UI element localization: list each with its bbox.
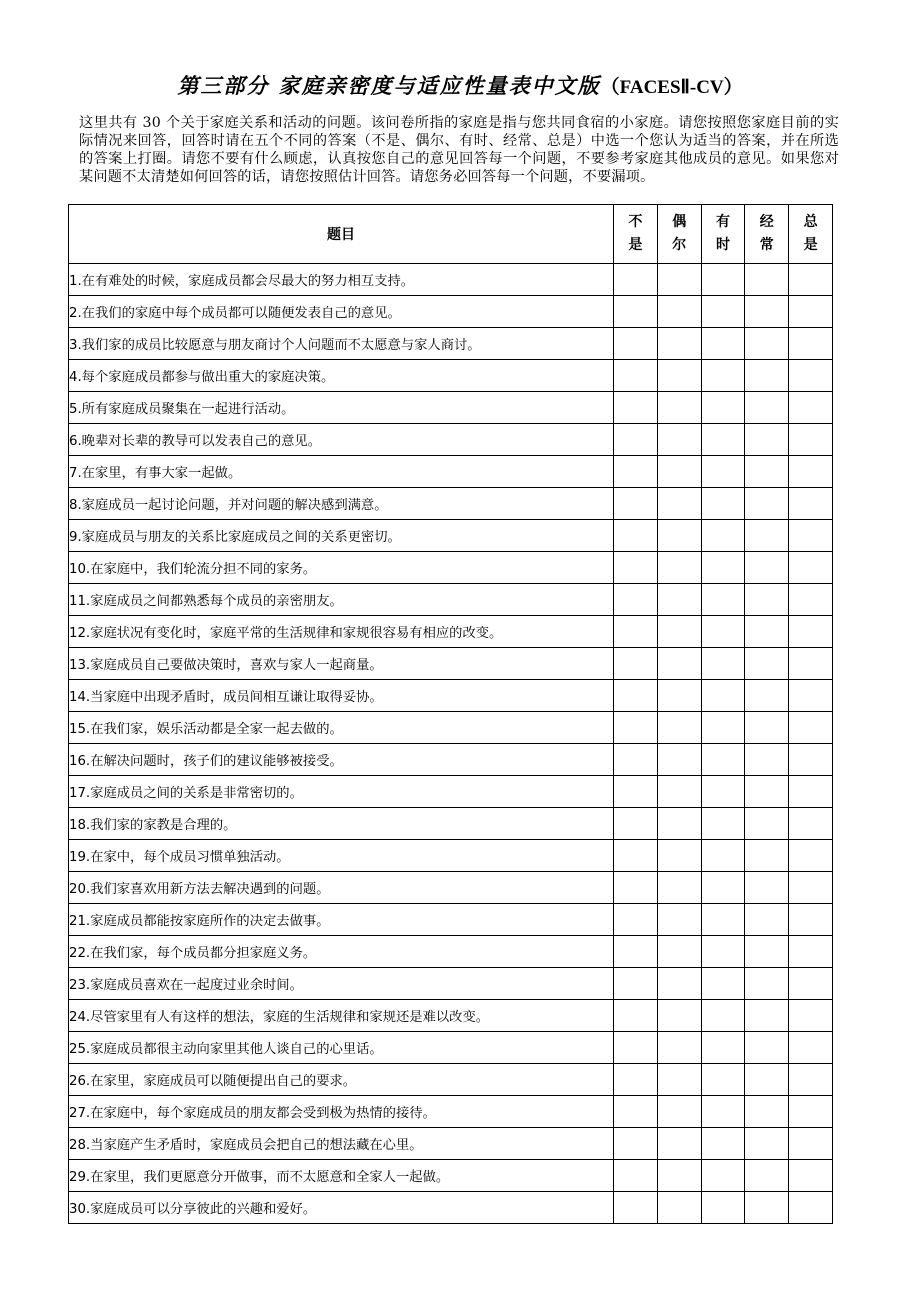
answer-cell-often[interactable]	[745, 904, 789, 936]
answer-cell-never[interactable]	[614, 1032, 658, 1064]
answer-cell-occasionally[interactable]	[657, 392, 701, 424]
table-row	[69, 584, 833, 616]
answer-cell-sometimes[interactable]	[701, 1160, 745, 1192]
answer-cell-sometimes[interactable]	[701, 584, 745, 616]
answer-cell-sometimes[interactable]	[701, 328, 745, 360]
answer-cell-sometimes[interactable]	[701, 456, 745, 488]
answer-cell-sometimes[interactable]	[701, 1192, 745, 1224]
answer-cell-always[interactable]	[789, 872, 833, 904]
answer-cell-never[interactable]	[614, 776, 658, 808]
answer-cell-always[interactable]	[789, 424, 833, 456]
answer-cell-occasionally[interactable]	[657, 296, 701, 328]
option-header-occasionally	[657, 205, 701, 264]
table-row	[69, 904, 833, 936]
title-abbreviation: （FACESⅡ-CV）	[600, 77, 743, 98]
answer-cell-occasionally[interactable]	[657, 648, 701, 680]
answer-cell-never[interactable]	[614, 648, 658, 680]
question-text: 26.在家里，家庭成员可以随便提出自己的要求。	[69, 1064, 614, 1096]
answer-cell-often[interactable]	[745, 1192, 789, 1224]
option-header-char: 不	[628, 214, 643, 230]
answer-cell-always[interactable]	[789, 392, 833, 424]
question-text: 16.在解决问题时，孩子们的建议能够被接受。	[69, 744, 614, 776]
answer-cell-occasionally[interactable]	[657, 1032, 701, 1064]
answer-cell-never[interactable]	[614, 904, 658, 936]
option-header-char: 有	[715, 214, 730, 230]
table-row	[69, 456, 833, 488]
answer-cell-always[interactable]	[789, 648, 833, 680]
answer-cell-often[interactable]	[745, 264, 789, 296]
answer-cell-sometimes[interactable]	[701, 712, 745, 744]
answer-cell-never[interactable]	[614, 360, 658, 392]
answer-cell-often[interactable]	[745, 360, 789, 392]
answer-cell-never[interactable]	[614, 1000, 658, 1032]
answer-cell-always[interactable]	[789, 808, 833, 840]
answer-cell-often[interactable]	[745, 1032, 789, 1064]
question-column-header: 题目	[69, 205, 614, 264]
answer-cell-occasionally[interactable]	[657, 840, 701, 872]
answer-cell-sometimes[interactable]	[701, 392, 745, 424]
question-rows	[69, 264, 833, 1224]
answer-cell-never[interactable]	[614, 712, 658, 744]
answer-cell-occasionally[interactable]	[657, 552, 701, 584]
answer-cell-never[interactable]	[614, 264, 658, 296]
question-text: 8.家庭成员一起讨论问题，并对问题的解决感到满意。	[69, 488, 614, 520]
answer-cell-always[interactable]	[789, 840, 833, 872]
title-chinese: 第三部分 家庭亲密度与适应性量表中文版	[177, 73, 601, 98]
answer-cell-never[interactable]	[614, 520, 658, 552]
option-header-always	[789, 205, 833, 264]
answer-cell-occasionally[interactable]	[657, 616, 701, 648]
answer-cell-occasionally[interactable]	[657, 1128, 701, 1160]
answer-cell-sometimes[interactable]	[701, 360, 745, 392]
answer-cell-often[interactable]	[745, 552, 789, 584]
table-row	[69, 1064, 833, 1096]
answer-cell-often[interactable]	[745, 680, 789, 712]
question-text: 20.我们家喜欢用新方法去解决遇到的问题。	[69, 872, 614, 904]
answer-cell-often[interactable]	[745, 1096, 789, 1128]
answer-cell-sometimes[interactable]	[701, 648, 745, 680]
answer-cell-occasionally[interactable]	[657, 456, 701, 488]
option-header-char: 总	[803, 214, 818, 230]
answer-cell-occasionally[interactable]	[657, 936, 701, 968]
answer-cell-never[interactable]	[614, 552, 658, 584]
table-row	[69, 552, 833, 584]
question-text: 17.家庭成员之间的关系是非常密切的。	[69, 776, 614, 808]
answer-cell-sometimes[interactable]	[701, 776, 745, 808]
answer-cell-often[interactable]	[745, 776, 789, 808]
answer-cell-occasionally[interactable]	[657, 1192, 701, 1224]
table-row	[69, 936, 833, 968]
option-header-sometimes	[701, 205, 745, 264]
answer-cell-always[interactable]	[789, 1128, 833, 1160]
answer-cell-often[interactable]	[745, 584, 789, 616]
response-table	[68, 204, 833, 1224]
answer-cell-never[interactable]	[614, 872, 658, 904]
answer-cell-occasionally[interactable]	[657, 1064, 701, 1096]
answer-cell-sometimes[interactable]	[701, 904, 745, 936]
table-row	[69, 712, 833, 744]
option-header-char: 是	[803, 237, 818, 253]
answer-cell-always[interactable]	[789, 904, 833, 936]
answer-cell-sometimes[interactable]	[701, 968, 745, 1000]
answer-cell-never[interactable]	[614, 392, 658, 424]
answer-cell-sometimes[interactable]	[701, 520, 745, 552]
option-header-char: 经	[759, 214, 774, 230]
answer-cell-always[interactable]	[789, 936, 833, 968]
answer-cell-occasionally[interactable]	[657, 744, 701, 776]
answer-cell-never[interactable]	[614, 1064, 658, 1096]
answer-cell-always[interactable]	[789, 776, 833, 808]
answer-cell-always[interactable]	[789, 520, 833, 552]
answer-cell-occasionally[interactable]	[657, 1096, 701, 1128]
question-text: 9.家庭成员与朋友的关系比家庭成员之间的关系更密切。	[69, 520, 614, 552]
answer-cell-never[interactable]	[614, 328, 658, 360]
answer-cell-often[interactable]	[745, 296, 789, 328]
answer-cell-always[interactable]	[789, 616, 833, 648]
answer-cell-often[interactable]	[745, 808, 789, 840]
answer-cell-never[interactable]	[614, 456, 658, 488]
option-header-char: 时	[715, 237, 730, 253]
answer-cell-never[interactable]	[614, 584, 658, 616]
table-row	[69, 1128, 833, 1160]
table-row	[69, 488, 833, 520]
answer-cell-never[interactable]	[614, 680, 658, 712]
answer-cell-often[interactable]	[745, 1064, 789, 1096]
table-row	[69, 968, 833, 1000]
answer-cell-always[interactable]	[789, 744, 833, 776]
answer-cell-always[interactable]	[789, 264, 833, 296]
answer-cell-never[interactable]	[614, 1128, 658, 1160]
answer-cell-never[interactable]	[614, 1160, 658, 1192]
table-row	[69, 648, 833, 680]
answer-cell-sometimes[interactable]	[701, 296, 745, 328]
answer-cell-sometimes[interactable]	[701, 264, 745, 296]
question-text: 22.在我们家，每个成员都分担家庭义务。	[69, 936, 614, 968]
table-row	[69, 1160, 833, 1192]
question-text: 29.在家里，我们更愿意分开做事，而不太愿意和全家人一起做。	[69, 1160, 614, 1192]
table-row	[69, 424, 833, 456]
answer-cell-always[interactable]	[789, 360, 833, 392]
answer-cell-often[interactable]	[745, 1128, 789, 1160]
answer-cell-occasionally[interactable]	[657, 680, 701, 712]
question-text: 3.我们家的成员比较愿意与朋友商讨个人问题而不太愿意与家人商讨。	[69, 328, 614, 360]
question-text: 11.家庭成员之间都熟悉每个成员的亲密朋友。	[69, 584, 614, 616]
instructions-paragraph: 这里共有 30 个关于家庭关系和活动的问题。该问卷所指的家庭是指与您共同食宿的小家庭。请您按照您家庭目前的实际情况来回答，回答时请在五个不同的答案（不是、偶尔、有时、经常、总是）中选一个您认为适当的答案，并在所选的答案上打圈。请您不要有什么顾虑，认真按您自己的意见回答每一个问题，不要参考家庭其他成员的意见。如果您对某问题不太清楚如何回答的话，请您按照估计回答。请您务必回答每一个问题，不要漏项。	[79, 115, 839, 185]
question-text: 12.家庭状况有变化时，家庭平常的生活规律和家规很容易有相应的改变。	[69, 616, 614, 648]
answer-cell-occasionally[interactable]	[657, 808, 701, 840]
answer-cell-sometimes[interactable]	[701, 808, 745, 840]
table-row	[69, 776, 833, 808]
answer-cell-sometimes[interactable]	[701, 1000, 745, 1032]
answer-cell-sometimes[interactable]	[701, 616, 745, 648]
question-text: 19.在家中，每个成员习惯单独活动。	[69, 840, 614, 872]
answer-cell-never[interactable]	[614, 616, 658, 648]
question-text: 24.尽管家里有人有这样的想法，家庭的生活规律和家规还是难以改变。	[69, 1000, 614, 1032]
answer-cell-often[interactable]	[745, 328, 789, 360]
answer-cell-sometimes[interactable]	[701, 488, 745, 520]
answer-cell-occasionally[interactable]	[657, 520, 701, 552]
answer-cell-sometimes[interactable]	[701, 872, 745, 904]
answer-cell-often[interactable]	[745, 648, 789, 680]
table-row	[69, 328, 833, 360]
answer-cell-often[interactable]	[745, 1160, 789, 1192]
answer-cell-sometimes[interactable]	[701, 744, 745, 776]
answer-cell-occasionally[interactable]	[657, 712, 701, 744]
question-text: 10.在家庭中，我们轮流分担不同的家务。	[69, 552, 614, 584]
answer-cell-always[interactable]	[789, 1160, 833, 1192]
answer-cell-occasionally[interactable]	[657, 872, 701, 904]
answer-cell-never[interactable]	[614, 936, 658, 968]
answer-cell-sometimes[interactable]	[701, 424, 745, 456]
answer-cell-occasionally[interactable]	[657, 968, 701, 1000]
question-text: 28.当家庭产生矛盾时，家庭成员会把自己的想法藏在心里。	[69, 1128, 614, 1160]
table-row	[69, 1032, 833, 1064]
answer-cell-sometimes[interactable]	[701, 840, 745, 872]
answer-cell-always[interactable]	[789, 584, 833, 616]
answer-cell-always[interactable]	[789, 680, 833, 712]
answer-cell-always[interactable]	[789, 1000, 833, 1032]
table-row	[69, 392, 833, 424]
option-header-never	[614, 205, 658, 264]
answer-cell-often[interactable]	[745, 1000, 789, 1032]
answer-cell-often[interactable]	[745, 520, 789, 552]
option-header-char: 是	[628, 237, 643, 253]
answer-cell-often[interactable]	[745, 456, 789, 488]
table-row	[69, 872, 833, 904]
table-row	[69, 808, 833, 840]
option-header-char: 尔	[672, 237, 687, 253]
answer-cell-occasionally[interactable]	[657, 328, 701, 360]
answer-cell-occasionally[interactable]	[657, 424, 701, 456]
question-text: 21.家庭成员都能按家庭所作的决定去做事。	[69, 904, 614, 936]
table-row	[69, 680, 833, 712]
answer-cell-often[interactable]	[745, 968, 789, 1000]
answer-cell-sometimes[interactable]	[701, 1096, 745, 1128]
answer-cell-never[interactable]	[614, 1192, 658, 1224]
answer-cell-always[interactable]	[789, 712, 833, 744]
table-row	[69, 744, 833, 776]
answer-cell-always[interactable]	[789, 1032, 833, 1064]
answer-cell-often[interactable]	[745, 424, 789, 456]
answer-cell-often[interactable]	[745, 392, 789, 424]
answer-cell-never[interactable]	[614, 968, 658, 1000]
answer-cell-sometimes[interactable]	[701, 1064, 745, 1096]
question-text: 4.每个家庭成员都参与做出重大的家庭决策。	[69, 360, 614, 392]
question-text: 6.晚辈对长辈的教导可以发表自己的意见。	[69, 424, 614, 456]
question-text: 27.在家庭中，每个家庭成员的朋友都会受到极为热情的接待。	[69, 1096, 614, 1128]
answer-cell-occasionally[interactable]	[657, 904, 701, 936]
answer-cell-often[interactable]	[745, 872, 789, 904]
table-header-row	[69, 205, 833, 264]
answer-cell-sometimes[interactable]	[701, 1032, 745, 1064]
option-header-often	[745, 205, 789, 264]
answer-cell-occasionally[interactable]	[657, 264, 701, 296]
table-row	[69, 1096, 833, 1128]
question-text: 15.在我们家，娱乐活动都是全家一起去做的。	[69, 712, 614, 744]
answer-cell-sometimes[interactable]	[701, 552, 745, 584]
question-text: 23.家庭成员喜欢在一起度过业余时间。	[69, 968, 614, 1000]
answer-cell-always[interactable]	[789, 328, 833, 360]
question-text: 2.在我们的家庭中每个成员都可以随便发表自己的意见。	[69, 296, 614, 328]
answer-cell-never[interactable]	[614, 424, 658, 456]
answer-cell-always[interactable]	[789, 1064, 833, 1096]
table-row	[69, 360, 833, 392]
page-title	[0, 70, 920, 100]
answer-cell-never[interactable]	[614, 488, 658, 520]
table-row	[69, 1000, 833, 1032]
answer-cell-always[interactable]	[789, 1192, 833, 1224]
table-row	[69, 296, 833, 328]
question-text: 5.所有家庭成员聚集在一起进行活动。	[69, 392, 614, 424]
question-text: 25.家庭成员都很主动向家里其他人谈自己的心里话。	[69, 1032, 614, 1064]
answer-cell-sometimes[interactable]	[701, 680, 745, 712]
answer-cell-sometimes[interactable]	[701, 936, 745, 968]
question-text: 1.在有难处的时候，家庭成员都会尽最大的努力相互支持。	[69, 264, 614, 296]
answer-cell-often[interactable]	[745, 744, 789, 776]
answer-cell-occasionally[interactable]	[657, 584, 701, 616]
answer-cell-often[interactable]	[745, 936, 789, 968]
answer-cell-never[interactable]	[614, 840, 658, 872]
answer-cell-always[interactable]	[789, 456, 833, 488]
table-row	[69, 1192, 833, 1224]
question-text: 30.家庭成员可以分享彼此的兴趣和爱好。	[69, 1192, 614, 1224]
answer-cell-occasionally[interactable]	[657, 1000, 701, 1032]
question-text: 18.我们家的家教是合理的。	[69, 808, 614, 840]
answer-cell-occasionally[interactable]	[657, 360, 701, 392]
option-header-char: 常	[759, 237, 774, 253]
answer-cell-occasionally[interactable]	[657, 1160, 701, 1192]
answer-cell-often[interactable]	[745, 712, 789, 744]
option-header-char: 偶	[672, 214, 687, 230]
table-row	[69, 264, 833, 296]
question-text: 13.家庭成员自己要做决策时，喜欢与家人一起商量。	[69, 648, 614, 680]
answer-cell-always[interactable]	[789, 296, 833, 328]
answer-cell-occasionally[interactable]	[657, 776, 701, 808]
answer-cell-sometimes[interactable]	[701, 1128, 745, 1160]
answer-cell-often[interactable]	[745, 488, 789, 520]
answer-cell-always[interactable]	[789, 1096, 833, 1128]
answer-cell-never[interactable]	[614, 296, 658, 328]
answer-cell-always[interactable]	[789, 488, 833, 520]
question-text: 14.当家庭中出现矛盾时，成员间相互谦让取得妥协。	[69, 680, 614, 712]
question-text: 7.在家里，有事大家一起做。	[69, 456, 614, 488]
answer-cell-never[interactable]	[614, 1096, 658, 1128]
answer-cell-occasionally[interactable]	[657, 488, 701, 520]
answer-cell-always[interactable]	[789, 968, 833, 1000]
answer-cell-never[interactable]	[614, 808, 658, 840]
answer-cell-never[interactable]	[614, 744, 658, 776]
answer-cell-often[interactable]	[745, 616, 789, 648]
answer-cell-often[interactable]	[745, 840, 789, 872]
table-row	[69, 616, 833, 648]
answer-cell-always[interactable]	[789, 552, 833, 584]
table-row	[69, 840, 833, 872]
table-row	[69, 520, 833, 552]
